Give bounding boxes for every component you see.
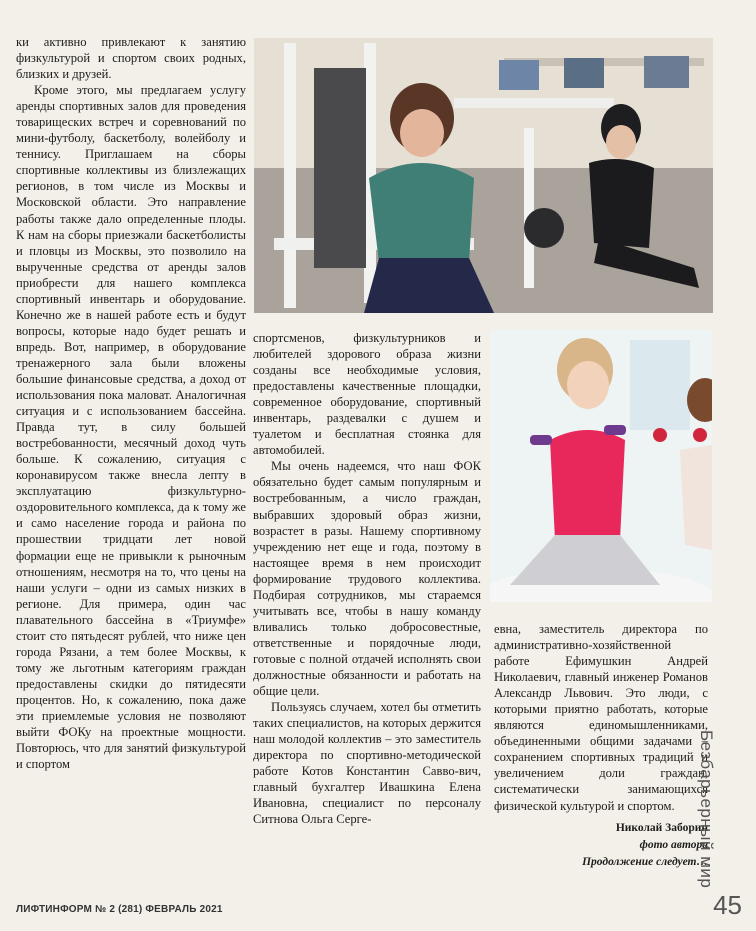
photo-gym [254,38,713,313]
continued-note: Продолжение следует… [582,855,708,868]
text-column-1 [16,34,246,772]
girls-photo-illustration [490,330,712,602]
page-number: 45 [713,890,742,920]
paragraph: Пользуясь случаем, хотел бы отметить таких специалистов, на которых держится наш молодой коллектив – это заместитель директора по спортивно-методической работе Котов Константин Савво-вич, главный бухгалтер Ивашкина Елена Ивановна, специалист по персоналу Ситнова Ольга Серге- [253,700,481,827]
photo-girls [490,330,712,602]
author-name: Николай Заборин [615,821,708,834]
paragraph: евна, заместитель директора по административно-хозяйственной работе Ефимушкин Андрей Николаевич, главный инженер Романов Александр Львович. Это люди, с которыми приятно работать, которые являются единомышленниками, объединенными общими задачами – сохранением спортивных традиций и увеличением доли граждан, систематически занимающихся физической культурой и спортом. [494,622,708,813]
gym-photo-illustration [254,38,713,313]
paragraph: Кроме этого, мы предлагаем услугу аренды спортивных залов для проведения товарищеских встреч и соревнований по мини-футболу, баскетболу, волейболу и теннису. Приглашаем на сборы спортивные коллективы из близлежащих регионов, в том числе из Москвы и Московской области. Это направление работы также дало определенные плоды. К нам на сборы приезжали баскетболисты и пловцы из Москвы, это позволило на вырученные средства от аренды залов приобрести для нашего комплекса спортивный инвентарь и оборудование. Конечно же в нашей работе есть и будут вопросы, которые надо будет решать и впредь. Вот, например, в оборудование тренажерного зала были вложены большие финансовые средства, а доход от использования пока маловат. Аналогичная ситуация и с использованием бассейна. Правда тут, в силу большей востребованности, месячный доход чуть больше. К сожалению, ситуация с коронавирусом также внесла лепту в эксплуатацию физкультурно-оздоровительного комплекса, да к тому же и само население города и района по прошествии тридцати лет новой формации еще не привыкли к рыночным отношениям, несмотря на то, что цены на наши услуги – одни из самых низких в регионе. Для примера, один час плавательного бассейна в «Триумфе» стоит сто пятьдесят рублей, что ниже цен города Рязани, а тем более Москвы, к тому же льготным категориям граждан предоставлены скидки до пятидесяти процентов. Но, к сожалению, пока даже эти приемлемые условия не позволяют выйти ФОКу на проектные мощности. Повторюсь, что для занятий физкультурой и спортом [16,83,246,772]
paragraph: ки активно привлекают к занятию физкультурой и спортом своих родных, близких и друзей. [16,35,246,82]
paragraph: Мы очень надеемся, что наш ФОК обязательно будет самым популярным и востребованным, а число граждан, выбравших здоровый образ жизни, возрастет в разы. Нашему спортивному учреждению нет еще и года, поэтому в настоящее время в нем происходит формирование трудового коллектива. Подбирая сотрудников, мы стараемся учитывать все, чтобы в нашу команду вливались только добросовестные, ответственные и порядочные люди, готовые с полной отдачей исполнять свои должностные обязанности и работать на общие цели. [253,459,481,699]
photo-credit: фото автора [639,838,708,851]
text-column-3 [494,621,708,871]
section-label: Безбарьерный мир [697,730,716,889]
text-column-2 [253,330,481,827]
paragraph: спортсменов, физкультурников и любителей здорового образа жизни созданы все необходимые условия, предоставлены качественные площадки, современное оборудование, спортивный инвентарь, раздевалки с душем и туалетом и бесплатная стоянка для автомобилей. [253,331,481,458]
magazine-footer: ЛИФТИНФОРМ № 2 (281) ФЕВРАЛЬ 2021 [16,904,223,915]
